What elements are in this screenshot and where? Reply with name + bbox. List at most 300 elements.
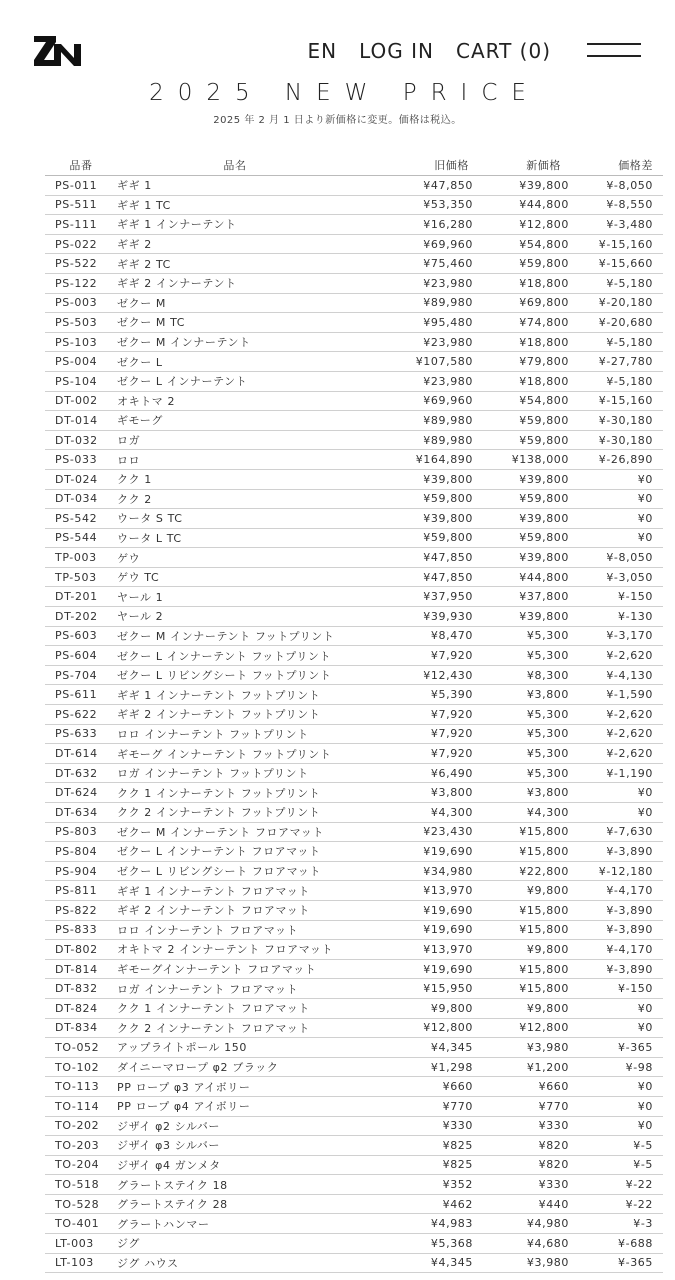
cell-code: DT-634 — [45, 803, 117, 823]
cell-old-price: ¥19,690 — [373, 842, 473, 862]
table-row — [45, 1038, 663, 1058]
table-row — [45, 450, 663, 470]
cell-old-price: ¥1,298 — [373, 1057, 473, 1077]
cell-name: ゼクー L インナーテント フロアマット — [117, 842, 373, 862]
table-row — [45, 176, 663, 196]
cell-code: DT-824 — [45, 998, 117, 1018]
cell-code: PS-122 — [45, 273, 117, 293]
table-row — [45, 861, 663, 881]
cell-name: ゼクー M TC — [117, 313, 373, 333]
table-row — [45, 1077, 663, 1097]
cell-price-diff: ¥-22 — [569, 1194, 663, 1214]
cell-code: DT-614 — [45, 744, 117, 764]
cell-price-diff: ¥-3,890 — [569, 900, 663, 920]
table-row — [45, 959, 663, 979]
cell-price-diff: ¥-30,180 — [569, 411, 663, 431]
cell-name: クク 2 インナーテント フロアマット — [117, 1018, 373, 1038]
cell-price-diff: ¥-5,180 — [569, 273, 663, 293]
header-code: 品番 — [45, 155, 117, 176]
cell-price-diff: ¥-4,130 — [569, 665, 663, 685]
top-nav — [308, 39, 552, 63]
cell-price-diff: ¥-5 — [569, 1155, 663, 1175]
cell-new-price: ¥15,800 — [473, 920, 569, 940]
table-row — [45, 587, 663, 607]
cell-name: ジグ ハウス — [117, 1253, 373, 1273]
header-old-price: 旧価格 — [373, 155, 473, 176]
cell-code: PS-511 — [45, 195, 117, 215]
cell-price-diff: ¥-1,190 — [569, 763, 663, 783]
cell-name: PP ロープ φ4 アイボリー — [117, 1096, 373, 1116]
table-body — [45, 176, 663, 1273]
cell-code: PS-111 — [45, 215, 117, 235]
cell-new-price: ¥3,800 — [473, 783, 569, 803]
cell-old-price: ¥5,368 — [373, 1234, 473, 1254]
cell-name: クク 1 インナーテント フロアマット — [117, 998, 373, 1018]
cell-price-diff: ¥-365 — [569, 1253, 663, 1273]
cell-old-price: ¥39,800 — [373, 509, 473, 529]
cell-code: PS-011 — [45, 176, 117, 196]
cell-code: PS-622 — [45, 705, 117, 725]
cell-new-price: ¥9,800 — [473, 940, 569, 960]
cell-code: DT-202 — [45, 607, 117, 627]
cell-price-diff: ¥0 — [569, 469, 663, 489]
menu-icon[interactable] — [587, 43, 641, 57]
cell-old-price: ¥23,980 — [373, 371, 473, 391]
cell-new-price: ¥770 — [473, 1096, 569, 1116]
cell-new-price: ¥138,000 — [473, 450, 569, 470]
cell-price-diff: ¥-4,170 — [569, 881, 663, 901]
table-row — [45, 1194, 663, 1214]
cell-new-price: ¥18,800 — [473, 273, 569, 293]
cell-new-price: ¥15,800 — [473, 842, 569, 862]
table-row — [45, 646, 663, 666]
cell-new-price: ¥59,800 — [473, 489, 569, 509]
cell-price-diff: ¥-8,050 — [569, 176, 663, 196]
cell-name: ギギ 1 — [117, 176, 373, 196]
cell-old-price: ¥23,980 — [373, 273, 473, 293]
table-row — [45, 822, 663, 842]
cell-price-diff: ¥-1,590 — [569, 685, 663, 705]
cell-price-diff: ¥-130 — [569, 607, 663, 627]
cell-old-price: ¥164,890 — [373, 450, 473, 470]
cell-code: DT-834 — [45, 1018, 117, 1038]
cell-name: ロガ — [117, 430, 373, 450]
cell-code: PS-004 — [45, 352, 117, 372]
table-row — [45, 744, 663, 764]
table-row — [45, 783, 663, 803]
cell-price-diff: ¥-27,780 — [569, 352, 663, 372]
cell-code: PS-604 — [45, 646, 117, 666]
cell-new-price: ¥330 — [473, 1175, 569, 1195]
cell-old-price: ¥15,950 — [373, 979, 473, 999]
cell-price-diff: ¥0 — [569, 509, 663, 529]
cell-old-price: ¥4,300 — [373, 803, 473, 823]
cell-new-price: ¥5,300 — [473, 626, 569, 646]
table-row — [45, 567, 663, 587]
cell-name: ロロ インナーテント フットプリント — [117, 724, 373, 744]
cell-name: ヤール 2 — [117, 607, 373, 627]
cell-new-price: ¥440 — [473, 1194, 569, 1214]
cell-code: PS-104 — [45, 371, 117, 391]
table-row — [45, 411, 663, 431]
cell-new-price: ¥74,800 — [473, 313, 569, 333]
cell-old-price: ¥825 — [373, 1136, 473, 1156]
cell-name: ゼクー L リビングシート フロアマット — [117, 861, 373, 881]
cell-old-price: ¥107,580 — [373, 352, 473, 372]
cell-new-price: ¥12,800 — [473, 215, 569, 235]
cell-old-price: ¥7,920 — [373, 744, 473, 764]
cell-new-price: ¥8,300 — [473, 665, 569, 685]
cell-new-price: ¥820 — [473, 1136, 569, 1156]
cell-old-price: ¥69,960 — [373, 391, 473, 411]
cell-name: ギギ 2 インナーテント フットプリント — [117, 705, 373, 725]
cell-new-price: ¥44,800 — [473, 567, 569, 587]
cell-name: ヤール 1 — [117, 587, 373, 607]
cell-name: ギギ 1 インナーテント — [117, 215, 373, 235]
cell-price-diff: ¥-2,620 — [569, 646, 663, 666]
cell-old-price: ¥23,430 — [373, 822, 473, 842]
cell-name: ジザイ φ4 ガンメタ — [117, 1155, 373, 1175]
cell-code: PS-022 — [45, 234, 117, 254]
cell-new-price: ¥5,300 — [473, 646, 569, 666]
cell-name: ギギ 1 インナーテント フットプリント — [117, 685, 373, 705]
cell-code: TO-203 — [45, 1136, 117, 1156]
cell-new-price: ¥15,800 — [473, 822, 569, 842]
cell-old-price: ¥47,850 — [373, 176, 473, 196]
cell-code: PS-811 — [45, 881, 117, 901]
cell-old-price: ¥8,470 — [373, 626, 473, 646]
cell-new-price: ¥37,800 — [473, 587, 569, 607]
cell-name: ギギ 1 TC — [117, 195, 373, 215]
cell-name: ウータ S TC — [117, 509, 373, 529]
cell-name: ジザイ φ3 シルバー — [117, 1136, 373, 1156]
cell-old-price: ¥37,950 — [373, 587, 473, 607]
cell-old-price: ¥89,980 — [373, 293, 473, 313]
cell-price-diff: ¥-4,170 — [569, 940, 663, 960]
table-row — [45, 469, 663, 489]
cell-code: PS-833 — [45, 920, 117, 940]
cell-old-price: ¥19,690 — [373, 920, 473, 940]
cell-name: ゼクー M インナーテント — [117, 332, 373, 352]
table-row — [45, 509, 663, 529]
table-row — [45, 1018, 663, 1038]
cell-name: クク 2 — [117, 489, 373, 509]
cell-name: グラートステイク 18 — [117, 1175, 373, 1195]
cell-new-price: ¥330 — [473, 1116, 569, 1136]
cell-code: PS-103 — [45, 332, 117, 352]
cell-name: ゼクー L インナーテント フットプリント — [117, 646, 373, 666]
cell-code: DT-814 — [45, 959, 117, 979]
cell-name: ゲウ — [117, 548, 373, 568]
cell-old-price: ¥19,690 — [373, 959, 473, 979]
cell-price-diff: ¥-5,180 — [569, 332, 663, 352]
cell-price-diff: ¥-2,620 — [569, 705, 663, 725]
cell-name: ロガ インナーテント フロアマット — [117, 979, 373, 999]
cell-new-price: ¥3,980 — [473, 1253, 569, 1273]
cell-code: DT-624 — [45, 783, 117, 803]
cell-new-price: ¥79,800 — [473, 352, 569, 372]
header-price-diff: 価格差 — [569, 155, 663, 176]
cell-code: TO-052 — [45, 1038, 117, 1058]
table-row — [45, 763, 663, 783]
cell-new-price: ¥59,800 — [473, 430, 569, 450]
cell-new-price: ¥3,980 — [473, 1038, 569, 1058]
cell-name: ゼクー M — [117, 293, 373, 313]
cell-new-price: ¥39,800 — [473, 176, 569, 196]
cell-name: ギモーグインナーテント フロアマット — [117, 959, 373, 979]
cell-price-diff: ¥0 — [569, 783, 663, 803]
table-row — [45, 1234, 663, 1254]
cell-new-price: ¥12,800 — [473, 1018, 569, 1038]
cell-code: DT-014 — [45, 411, 117, 431]
cell-code: TO-102 — [45, 1057, 117, 1077]
cell-old-price: ¥47,850 — [373, 548, 473, 568]
cell-old-price: ¥69,960 — [373, 234, 473, 254]
cell-code: LT-003 — [45, 1234, 117, 1254]
cell-new-price: ¥15,800 — [473, 900, 569, 920]
cell-code: PS-822 — [45, 900, 117, 920]
cell-name: ゼクー M インナーテント フットプリント — [117, 626, 373, 646]
cell-price-diff: ¥-8,550 — [569, 195, 663, 215]
table-row — [45, 705, 663, 725]
cell-new-price: ¥18,800 — [473, 371, 569, 391]
cell-name: クク 2 インナーテント フットプリント — [117, 803, 373, 823]
cell-old-price: ¥39,800 — [373, 469, 473, 489]
cell-old-price: ¥4,345 — [373, 1038, 473, 1058]
cell-price-diff: ¥-15,160 — [569, 234, 663, 254]
cell-code: DT-632 — [45, 763, 117, 783]
cell-price-diff: ¥-688 — [569, 1234, 663, 1254]
cell-old-price: ¥59,800 — [373, 489, 473, 509]
cell-name: ロロ インナーテント フロアマット — [117, 920, 373, 940]
cell-name: オキトマ 2 インナーテント フロアマット — [117, 940, 373, 960]
cell-new-price: ¥54,800 — [473, 391, 569, 411]
table-row — [45, 803, 663, 823]
cell-name: ジグ — [117, 1234, 373, 1254]
cell-old-price: ¥19,690 — [373, 900, 473, 920]
cell-new-price: ¥39,800 — [473, 509, 569, 529]
cell-name: ゼクー L リビングシート フットプリント — [117, 665, 373, 685]
login-link[interactable]: LOG IN — [359, 39, 434, 63]
cell-price-diff: ¥0 — [569, 1096, 663, 1116]
cell-old-price: ¥330 — [373, 1116, 473, 1136]
table-row — [45, 528, 663, 548]
cell-new-price: ¥1,200 — [473, 1057, 569, 1077]
cart-link[interactable]: CART (0) — [456, 39, 551, 63]
cell-name: ギギ 2 インナーテント — [117, 273, 373, 293]
cell-name: ゼクー M インナーテント フロアマット — [117, 822, 373, 842]
cell-price-diff: ¥-2,620 — [569, 724, 663, 744]
cell-old-price: ¥47,850 — [373, 567, 473, 587]
cell-old-price: ¥4,983 — [373, 1214, 473, 1234]
cell-code: DT-024 — [45, 469, 117, 489]
table-row — [45, 900, 663, 920]
table-row — [45, 352, 663, 372]
table-row — [45, 273, 663, 293]
cell-new-price: ¥9,800 — [473, 998, 569, 1018]
cell-old-price: ¥6,490 — [373, 763, 473, 783]
table-row — [45, 215, 663, 235]
cell-new-price: ¥4,300 — [473, 803, 569, 823]
cell-price-diff: ¥0 — [569, 1077, 663, 1097]
cell-old-price: ¥7,920 — [373, 705, 473, 725]
cell-name: ゼクー L — [117, 352, 373, 372]
cell-old-price: ¥12,430 — [373, 665, 473, 685]
table-row — [45, 391, 663, 411]
cell-price-diff: ¥0 — [569, 1116, 663, 1136]
table-row — [45, 724, 663, 744]
cell-new-price: ¥22,800 — [473, 861, 569, 881]
cell-new-price: ¥59,800 — [473, 411, 569, 431]
cell-new-price: ¥820 — [473, 1155, 569, 1175]
table-row — [45, 881, 663, 901]
table-row — [45, 254, 663, 274]
table-row — [45, 430, 663, 450]
cell-name: ギモーグ — [117, 411, 373, 431]
language-link[interactable]: EN — [307, 39, 338, 63]
cell-new-price: ¥660 — [473, 1077, 569, 1097]
cell-name: クク 1 インナーテント フットプリント — [117, 783, 373, 803]
table-row — [45, 1214, 663, 1234]
cell-price-diff: ¥-5,180 — [569, 371, 663, 391]
cell-price-diff: ¥-3,170 — [569, 626, 663, 646]
table-row — [45, 1253, 663, 1273]
table-row — [45, 1175, 663, 1195]
cell-name: ウータ L TC — [117, 528, 373, 548]
table-row — [45, 195, 663, 215]
cell-old-price: ¥75,460 — [373, 254, 473, 274]
cell-new-price: ¥39,800 — [473, 607, 569, 627]
cell-new-price: ¥4,680 — [473, 1234, 569, 1254]
cell-price-diff: ¥0 — [569, 528, 663, 548]
table-row — [45, 1116, 663, 1136]
cell-new-price: ¥59,800 — [473, 254, 569, 274]
table-row — [45, 998, 663, 1018]
table-row — [45, 842, 663, 862]
cell-new-price: ¥54,800 — [473, 234, 569, 254]
cell-price-diff: ¥-22 — [569, 1175, 663, 1195]
cell-price-diff: ¥-3,890 — [569, 842, 663, 862]
cell-price-diff: ¥-98 — [569, 1057, 663, 1077]
cell-price-diff: ¥0 — [569, 489, 663, 509]
cell-old-price: ¥39,930 — [373, 607, 473, 627]
cell-old-price: ¥660 — [373, 1077, 473, 1097]
cell-price-diff: ¥-150 — [569, 587, 663, 607]
cell-price-diff: ¥-7,630 — [569, 822, 663, 842]
table-row — [45, 979, 663, 999]
cell-old-price: ¥53,350 — [373, 195, 473, 215]
cell-old-price: ¥9,800 — [373, 998, 473, 1018]
cell-code: PS-603 — [45, 626, 117, 646]
cell-price-diff: ¥-150 — [569, 979, 663, 999]
cell-code: DT-832 — [45, 979, 117, 999]
table-row — [45, 234, 663, 254]
cell-old-price: ¥462 — [373, 1194, 473, 1214]
table-row — [45, 332, 663, 352]
cell-price-diff: ¥-26,890 — [569, 450, 663, 470]
table-row — [45, 940, 663, 960]
cell-name: ゼクー L インナーテント — [117, 371, 373, 391]
cell-new-price: ¥15,800 — [473, 979, 569, 999]
cell-name: ギモーグ インナーテント フットプリント — [117, 744, 373, 764]
table-row — [45, 607, 663, 627]
cell-code: PS-542 — [45, 509, 117, 529]
cell-code: TO-113 — [45, 1077, 117, 1097]
table-row — [45, 548, 663, 568]
zn-logo[interactable] — [34, 36, 82, 66]
cell-code: PS-503 — [45, 313, 117, 333]
page-title: 2025 NEW PRICE — [149, 80, 540, 106]
cell-name: アップライトポール 150 — [117, 1038, 373, 1058]
cell-new-price: ¥5,300 — [473, 744, 569, 764]
cell-new-price: ¥59,800 — [473, 528, 569, 548]
cell-price-diff: ¥-3,890 — [569, 920, 663, 940]
cell-old-price: ¥7,920 — [373, 724, 473, 744]
cell-code: PS-804 — [45, 842, 117, 862]
cell-code: TO-528 — [45, 1194, 117, 1214]
cell-code: PS-544 — [45, 528, 117, 548]
cell-new-price: ¥39,800 — [473, 548, 569, 568]
cell-old-price: ¥23,980 — [373, 332, 473, 352]
table-row — [45, 920, 663, 940]
cell-name: グラートハンマー — [117, 1214, 373, 1234]
cell-old-price: ¥7,920 — [373, 646, 473, 666]
cell-new-price: ¥4,980 — [473, 1214, 569, 1234]
cell-price-diff: ¥-5 — [569, 1136, 663, 1156]
cell-code: TP-003 — [45, 548, 117, 568]
table-row — [45, 313, 663, 333]
price-table — [45, 155, 663, 1273]
cell-old-price: ¥95,480 — [373, 313, 473, 333]
cell-name: ロガ インナーテント フットプリント — [117, 763, 373, 783]
table-row — [45, 626, 663, 646]
cell-old-price: ¥352 — [373, 1175, 473, 1195]
cell-code: DT-802 — [45, 940, 117, 960]
cell-name: クク 1 — [117, 469, 373, 489]
cell-price-diff: ¥-365 — [569, 1038, 663, 1058]
cell-name: ギギ 1 インナーテント フロアマット — [117, 881, 373, 901]
header-new-price: 新価格 — [473, 155, 569, 176]
cell-code: PS-033 — [45, 450, 117, 470]
header-name: 品名 — [117, 155, 373, 176]
cell-old-price: ¥34,980 — [373, 861, 473, 881]
cell-name: ジザイ φ2 シルバー — [117, 1116, 373, 1136]
cell-code: TP-503 — [45, 567, 117, 587]
table-header-row — [45, 155, 663, 176]
cell-name: ギギ 2 TC — [117, 254, 373, 274]
cell-price-diff: ¥-15,160 — [569, 391, 663, 411]
cell-name: ダイニーマロープ φ2 ブラック — [117, 1057, 373, 1077]
cell-code: DT-201 — [45, 587, 117, 607]
cell-price-diff: ¥0 — [569, 1018, 663, 1038]
cell-name: ギギ 2 インナーテント フロアマット — [117, 900, 373, 920]
cell-code: DT-034 — [45, 489, 117, 509]
cell-new-price: ¥69,800 — [473, 293, 569, 313]
cell-price-diff: ¥-2,620 — [569, 744, 663, 764]
cell-code: LT-103 — [45, 1253, 117, 1273]
cell-price-diff: ¥-30,180 — [569, 430, 663, 450]
cell-old-price: ¥13,970 — [373, 881, 473, 901]
cell-old-price: ¥3,800 — [373, 783, 473, 803]
cell-name: ロロ — [117, 450, 373, 470]
table-row — [45, 1155, 663, 1175]
cell-old-price: ¥4,345 — [373, 1253, 473, 1273]
cell-code: DT-002 — [45, 391, 117, 411]
cell-code: PS-704 — [45, 665, 117, 685]
cell-code: TO-114 — [45, 1096, 117, 1116]
cell-code: PS-522 — [45, 254, 117, 274]
cell-code: PS-633 — [45, 724, 117, 744]
